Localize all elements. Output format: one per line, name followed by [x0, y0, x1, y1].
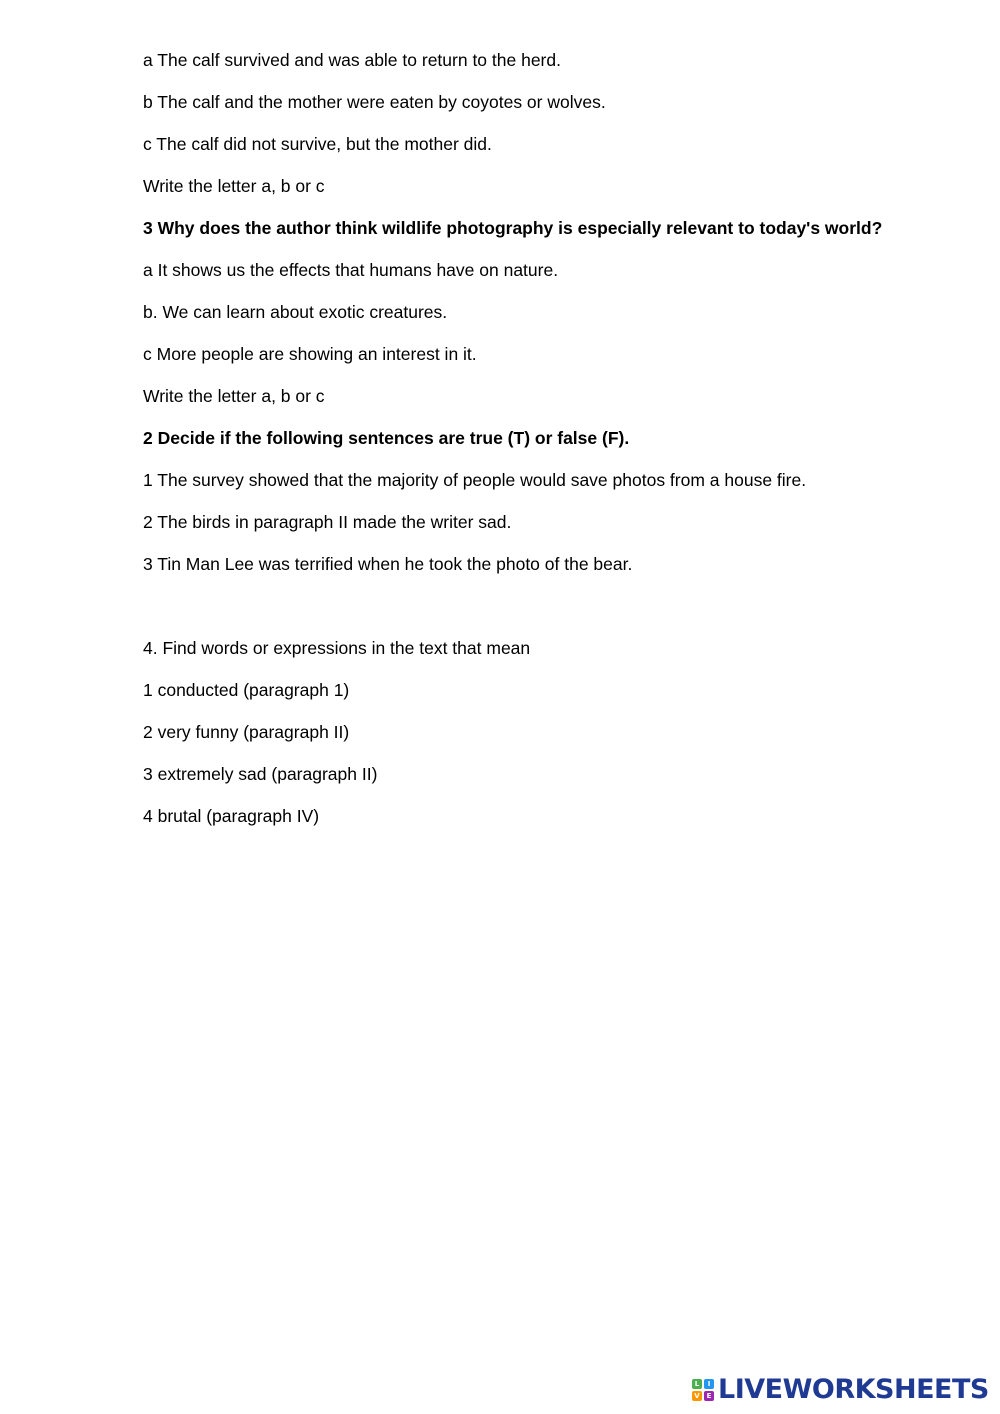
option-b-calf-mother-eaten: b The calf and the mother were eaten by coyotes or wolves.	[143, 92, 606, 112]
option-c-calf-did-not-survive: c The calf did not survive, but the mother did.	[143, 134, 492, 154]
logo-tile-e: E	[704, 1391, 714, 1401]
section-2-heading: 2 Decide if the following sentences are true (T) or false (F).	[143, 428, 630, 448]
true-false-item-3: 3 Tin Man Lee was terrified when he took the photo of the bear.	[143, 554, 633, 574]
vocab-item-1: 1 conducted (paragraph 1)	[143, 680, 350, 700]
option-b-exotic-creatures: b. We can learn about exotic creatures.	[143, 302, 448, 322]
true-false-item-2: 2 The birds in paragraph II made the writer sad.	[143, 512, 512, 532]
option-a-calf-survived: a The calf survived and was able to return to the herd.	[143, 50, 561, 70]
vocab-item-3: 3 extremely sad (paragraph II)	[143, 764, 378, 784]
liveworksheets-logo-text: LIVEWORKSHEETS	[718, 1374, 989, 1405]
option-c-more-interest: c More people are showing an interest in it.	[143, 344, 477, 364]
true-false-item-1: 1 The survey showed that the majority of people would save photos from a house fire.	[143, 470, 807, 490]
logo-tile-i: I	[704, 1379, 714, 1389]
section-4-heading: 4. Find words or expressions in the text that mean	[143, 638, 531, 658]
instruction-write-letter: Write the letter a, b or c	[143, 386, 325, 406]
instruction-write-letter: Write the letter a, b or c	[143, 176, 325, 196]
option-a-effects-of-humans: a It shows us the effects that humans have on nature.	[143, 260, 559, 280]
vocab-item-4: 4 brutal (paragraph IV)	[143, 806, 320, 826]
logo-tile-v: V	[692, 1391, 702, 1401]
logo-tile-l: L	[692, 1379, 702, 1389]
liveworksheets-logo-icon	[692, 1379, 714, 1401]
liveworksheets-logo	[692, 1374, 989, 1406]
question-3-heading: 3 Why does the author think wildlife photography is especially relevant to today's world?	[143, 218, 883, 238]
vocab-item-2: 2 very funny (paragraph II)	[143, 722, 350, 742]
